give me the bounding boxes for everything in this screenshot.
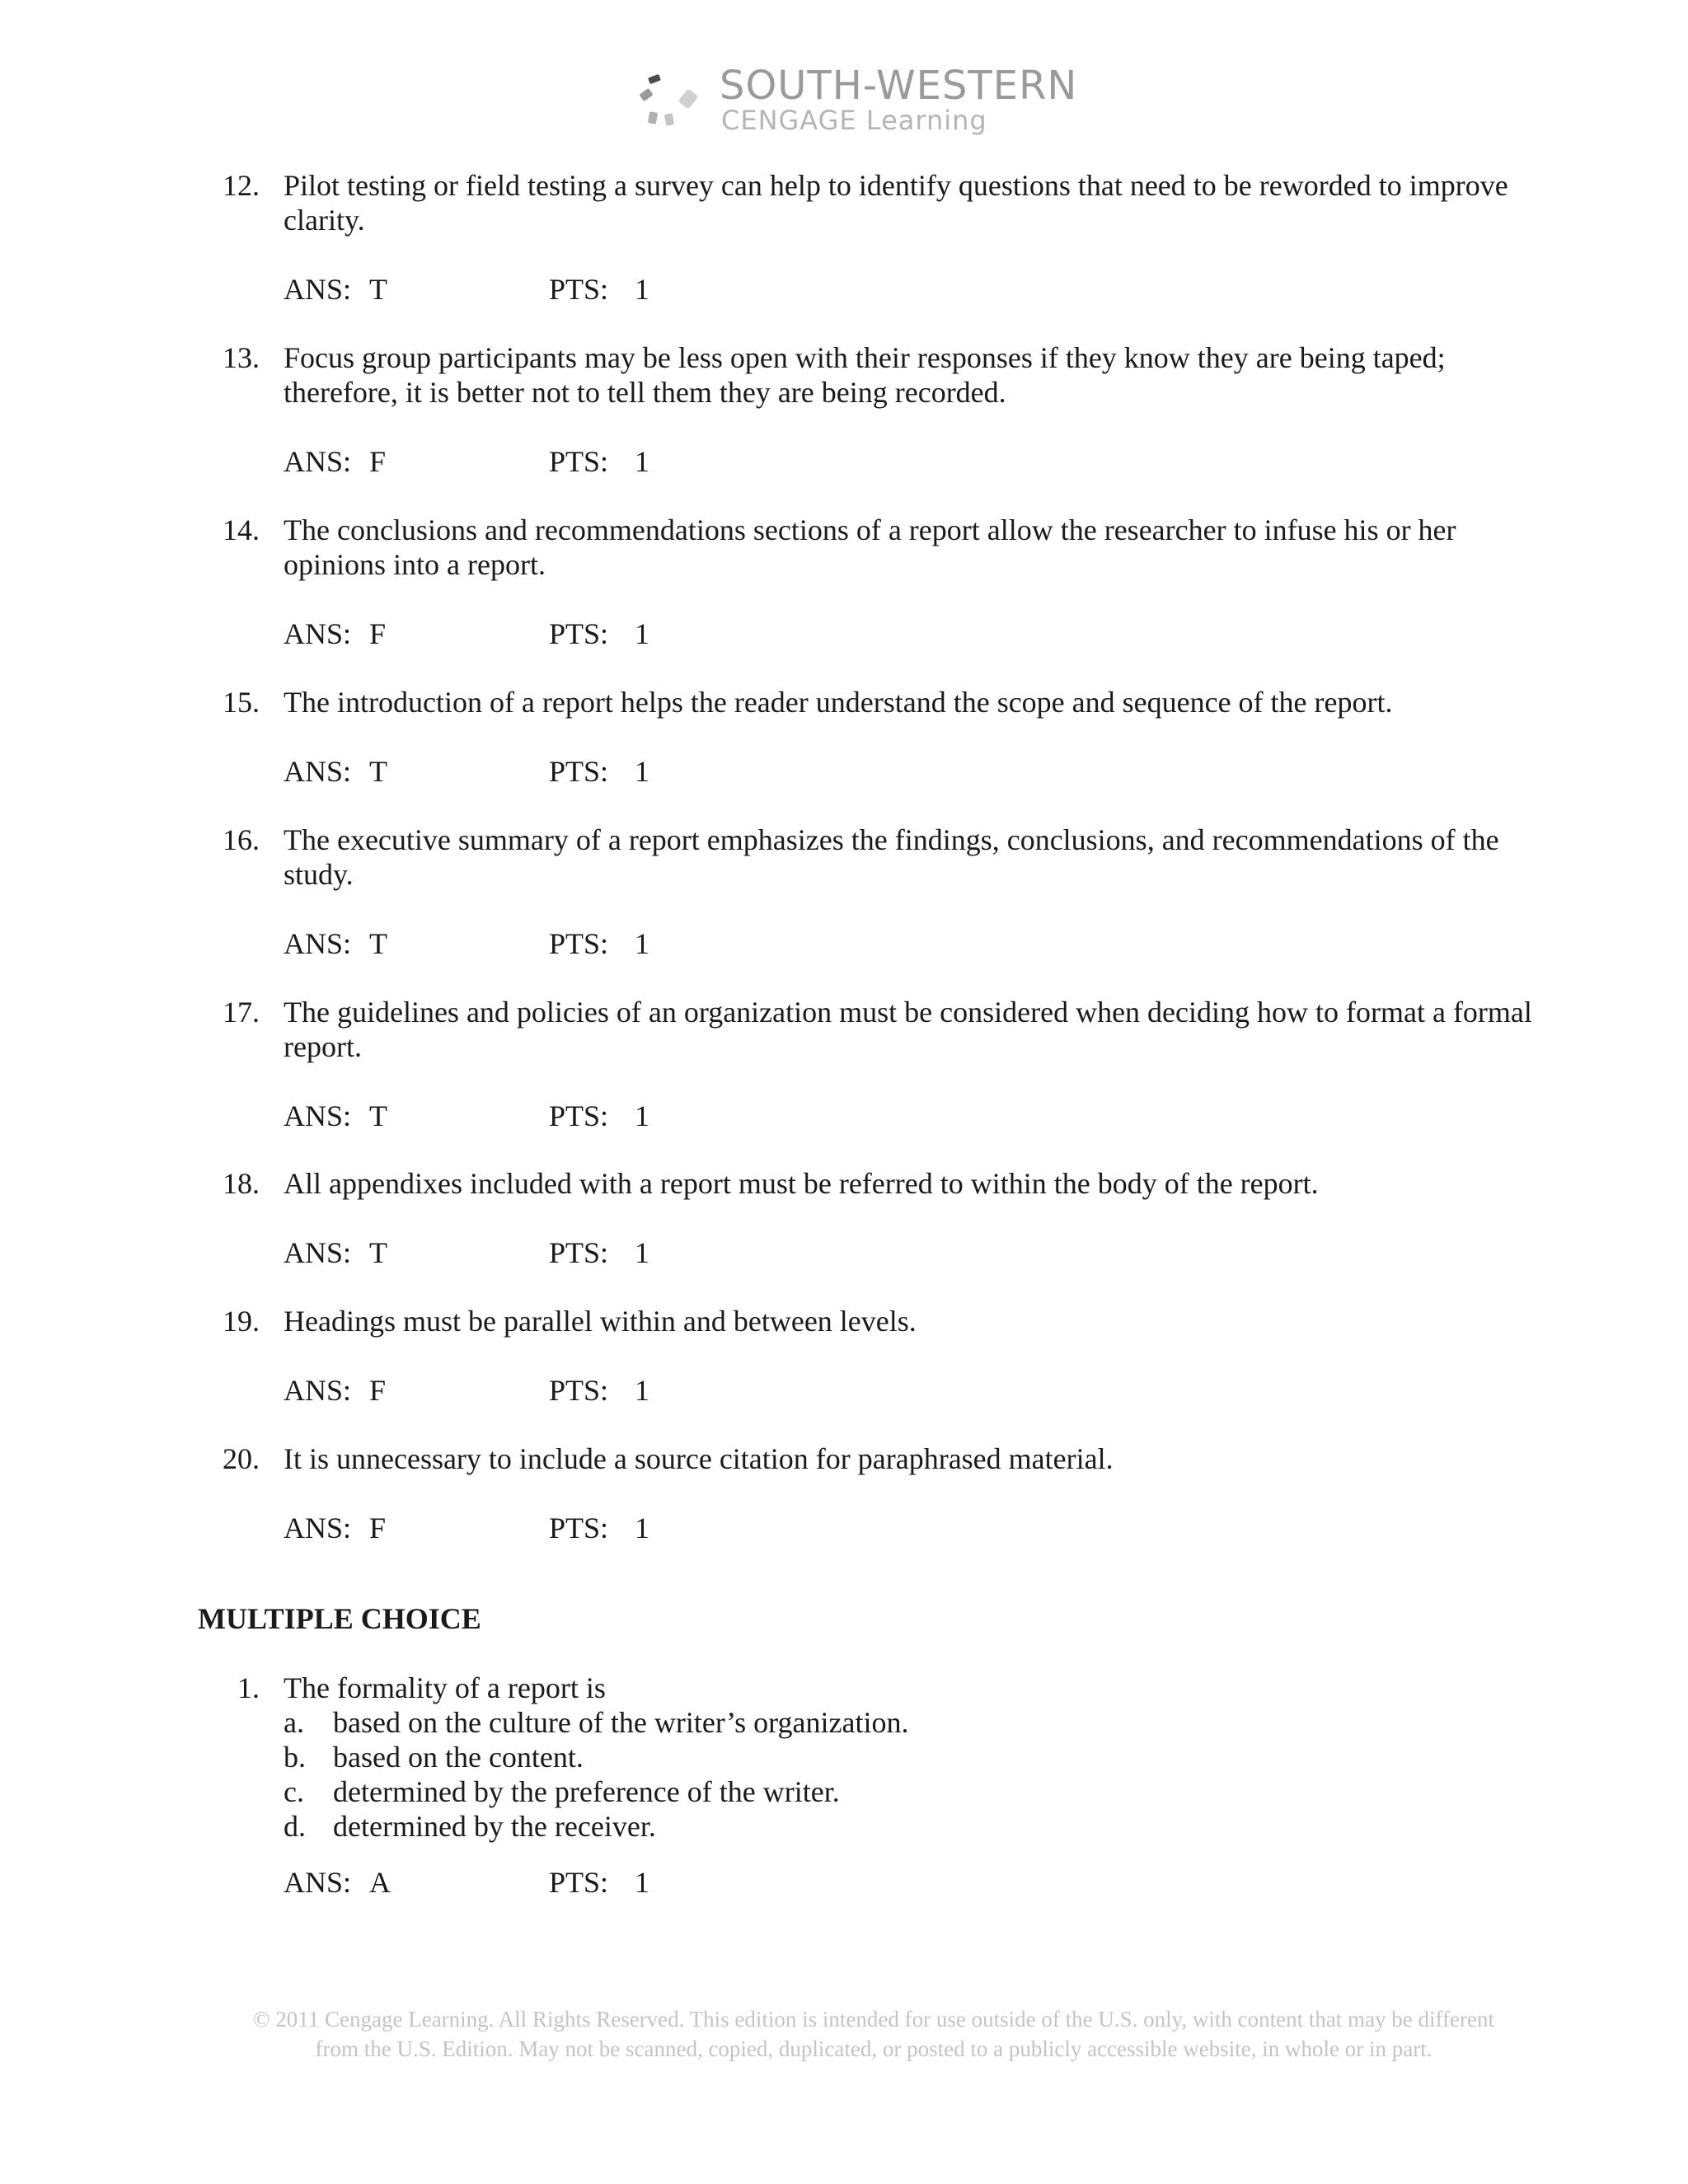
- pts-value: 1: [635, 1374, 649, 1407]
- question-number: 19.: [223, 1305, 260, 1338]
- question-number: 13.: [223, 341, 260, 374]
- question-text: Pilot testing or field testing a survey can help to identify questions that need to be reworded to improve clarity.: [284, 169, 1508, 237]
- pts-value: 1: [635, 273, 649, 306]
- question-text: It is unnecessary to include a source citation for paraphrased material.: [284, 1442, 1114, 1475]
- question-number: 14.: [223, 513, 260, 546]
- question-number: 12.: [223, 169, 260, 202]
- ans-value: T: [369, 1099, 387, 1132]
- choice-letter: d.: [284, 1810, 306, 1843]
- question-text: The formality of a report is: [284, 1671, 606, 1704]
- question-number: 17.: [223, 996, 260, 1029]
- choice-letter: b.: [284, 1741, 306, 1774]
- ans-label: ANS:: [284, 1866, 352, 1899]
- copyright-footer: [206, 2004, 1541, 2064]
- pts-value: 1: [635, 1866, 649, 1899]
- question-text: Headings must be parallel within and between levels.: [284, 1305, 917, 1338]
- ans-label: ANS:: [284, 273, 352, 306]
- copyright-line-2: from the U.S. Edition. May not be scanned, copied, duplicated, or posted to a publicly accessible website, in whole or in part.: [315, 2036, 1432, 2061]
- question-text: The introduction of a report helps the reader understand the scope and sequence of the report.: [284, 686, 1393, 719]
- cengage-swirl-icon: [639, 73, 713, 138]
- choice-letter: c.: [284, 1775, 304, 1808]
- ans-label: ANS:: [284, 1099, 352, 1132]
- ans-label: ANS:: [284, 1374, 352, 1407]
- ans-label: ANS:: [284, 445, 352, 478]
- copyright-line-1: © 2011 Cengage Learning. All Rights Reserved. This edition is intended for use outside of the U.S. only, with content that may be different: [253, 2007, 1494, 2032]
- pts-value: 1: [635, 445, 649, 478]
- ans-label: ANS:: [284, 617, 352, 650]
- question-text: The executive summary of a report emphasizes the findings, conclusions, and recommendations of the study.: [284, 823, 1499, 891]
- publisher-logo: [639, 63, 1078, 140]
- ans-label: ANS:: [284, 927, 352, 960]
- pts-label: PTS:: [549, 1374, 609, 1407]
- ans-value: T: [369, 755, 387, 788]
- ans-value: T: [369, 273, 387, 306]
- question-number: 18.: [223, 1167, 260, 1200]
- pts-label: PTS:: [549, 755, 609, 788]
- pts-label: PTS:: [549, 617, 609, 650]
- question-text: Focus group participants may be less open with their responses if they know they are being taped; therefore, it is better not to tell them they are being recorded.: [284, 341, 1446, 409]
- pts-value: 1: [635, 755, 649, 788]
- question-number: 20.: [223, 1442, 260, 1475]
- question-text: The guidelines and policies of an organization must be considered when deciding how to format a formal report.: [284, 996, 1532, 1063]
- pts-value: 1: [635, 1511, 649, 1544]
- question-number: 15.: [223, 686, 260, 719]
- question-text: All appendixes included with a report must be referred to within the body of the report.: [284, 1167, 1319, 1200]
- pts-value: 1: [635, 617, 649, 650]
- ans-value: T: [369, 1236, 387, 1269]
- pts-value: 1: [635, 1236, 649, 1269]
- logo-text-main: SOUTH-WESTERN: [720, 63, 1078, 109]
- pts-label: PTS:: [549, 445, 609, 478]
- pts-label: PTS:: [549, 1099, 609, 1132]
- question-text: The conclusions and recommendations sections of a report allow the researcher to infuse his or her opinions into a report.: [284, 513, 1456, 581]
- ans-value: F: [369, 1374, 387, 1407]
- ans-label: ANS:: [284, 1511, 352, 1544]
- pts-label: PTS:: [549, 1236, 609, 1269]
- ans-value: F: [369, 1511, 387, 1544]
- ans-value: T: [369, 927, 387, 960]
- section-heading: MULTIPLE CHOICE: [198, 1602, 481, 1635]
- choice-text: based on the content.: [333, 1741, 584, 1774]
- pts-label: PTS:: [549, 1866, 609, 1899]
- logo-text-sub: CENGAGE Learning: [721, 105, 987, 136]
- pts-label: PTS:: [549, 273, 609, 306]
- ans-value: A: [369, 1866, 391, 1899]
- ans-label: ANS:: [284, 755, 352, 788]
- ans-value: F: [369, 617, 387, 650]
- choice-letter: a.: [284, 1706, 304, 1739]
- pts-label: PTS:: [549, 927, 609, 960]
- pts-value: 1: [635, 1099, 649, 1132]
- pts-label: PTS:: [549, 1511, 609, 1544]
- pts-value: 1: [635, 927, 649, 960]
- question-number: 16.: [223, 823, 260, 856]
- question-number: 1.: [237, 1671, 260, 1704]
- ans-value: F: [369, 445, 387, 478]
- choice-text: determined by the receiver.: [333, 1810, 656, 1843]
- choice-text: determined by the preference of the writer.: [333, 1775, 840, 1808]
- ans-label: ANS:: [284, 1236, 352, 1269]
- choice-text: based on the culture of the writer’s organization.: [333, 1706, 909, 1739]
